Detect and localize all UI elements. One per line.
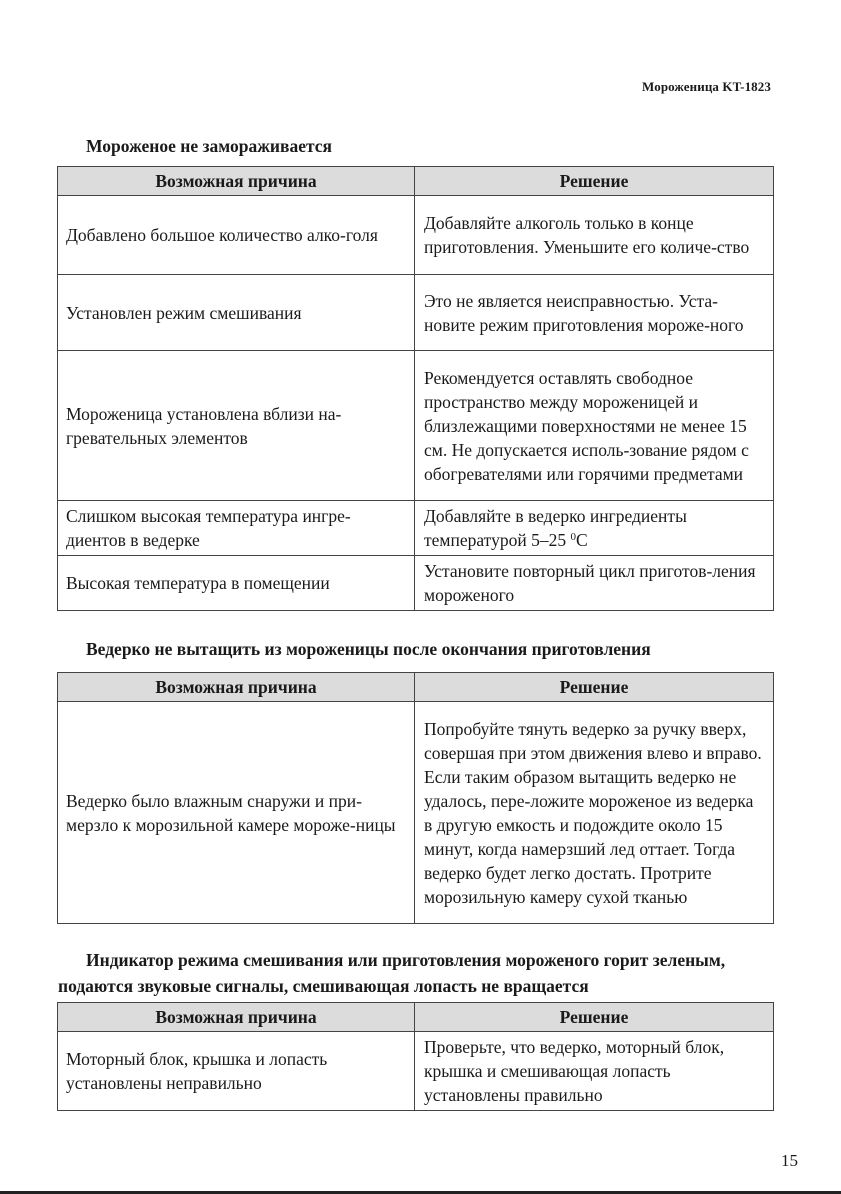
table-row: [58, 196, 774, 275]
cause-cell: Мороженица установлена вблизи на-гревательных элементов: [58, 351, 415, 501]
solution-text: Добавляйте в ведерко ингредиенты температурой 5–25: [424, 506, 687, 550]
table-row: [58, 275, 774, 351]
table-row: [58, 351, 774, 501]
solution-cell: [415, 501, 774, 556]
document-header: Мороженица KT-1823: [642, 79, 771, 94]
cause-cell: Высокая температура в помещении: [58, 556, 415, 611]
table-row: [58, 501, 774, 556]
column-header-solution: Решение: [415, 1003, 774, 1032]
temperature-unit: С: [575, 530, 588, 550]
table-header-row: [58, 167, 774, 196]
cause-cell: Установлен режим смешивания: [58, 275, 415, 351]
solution-cell: Рекомендуется оставлять свободное пространство между мороженицей и близлежащими поверхностями не менее 15 см. Не допускается исполь-зование рядом с обогревателями или горячими предметами: [415, 351, 774, 501]
page-number: 15: [781, 1151, 798, 1170]
table-row: [58, 556, 774, 611]
section-title-bucket-stuck: Ведерко не вытащить из мороженицы после окончания приготовления: [86, 639, 651, 659]
degree-superscript: 0: [570, 531, 576, 543]
table-row: [58, 702, 774, 924]
cause-cell: Моторный блок, крышка и лопасть установлены неправильно: [58, 1032, 415, 1111]
cause-cell: Добавлено большое количество алко-голя: [58, 196, 415, 275]
column-header-cause: Возможная причина: [58, 673, 415, 702]
column-header-cause: Возможная причина: [58, 1003, 415, 1032]
cause-cell: Ведерко было влажным снаружи и при-мерзло к морозильной камере мороже-ницы: [58, 702, 415, 924]
table-header-row: [58, 673, 774, 702]
column-header-cause: Возможная причина: [58, 167, 415, 196]
solution-cell: Проверьте, что ведерко, моторный блок, крышка и смешивающая лопасть установлены правильно: [415, 1032, 774, 1111]
cause-cell: Слишком высокая температура ингре-диентов в ведерке: [58, 501, 415, 556]
troubleshooting-table-indicator-green: [57, 1002, 774, 1111]
section-title-not-freezing: Мороженое не замораживается: [86, 136, 332, 156]
column-header-solution: Решение: [415, 167, 774, 196]
solution-cell: Добавляйте алкоголь только в конце приготовления. Уменьшите его количе-ство: [415, 196, 774, 275]
table-row: [58, 1032, 774, 1111]
solution-cell: Установите повторный цикл приготов-ления мороженого: [415, 556, 774, 611]
table-header-row: [58, 1003, 774, 1032]
solution-cell: Попробуйте тянуть ведерко за ручку вверх, совершая при этом движения влево и вправо. Если таким образом вытащить ведерко не удалось, пере-ложите мороженое из ведерка в другую емкость и подождите около 15 минут, когда намерзший лед оттает. Тогда ведерко будет легко достать. Протрите морозильную камеру сухой тканью: [415, 702, 774, 924]
solution-cell: Это не является неисправностью. Уста-новите режим приготовления мороже-ного: [415, 275, 774, 351]
troubleshooting-table-not-freezing: [57, 166, 774, 611]
troubleshooting-table-bucket-stuck: [57, 672, 774, 924]
section-title-indicator-green: Индикатор режима смешивания или приготовления мороженого горит зеленым, подаются звуковые сигналы, смешивающая лопасть не вращается: [58, 950, 726, 996]
column-header-solution: Решение: [415, 673, 774, 702]
